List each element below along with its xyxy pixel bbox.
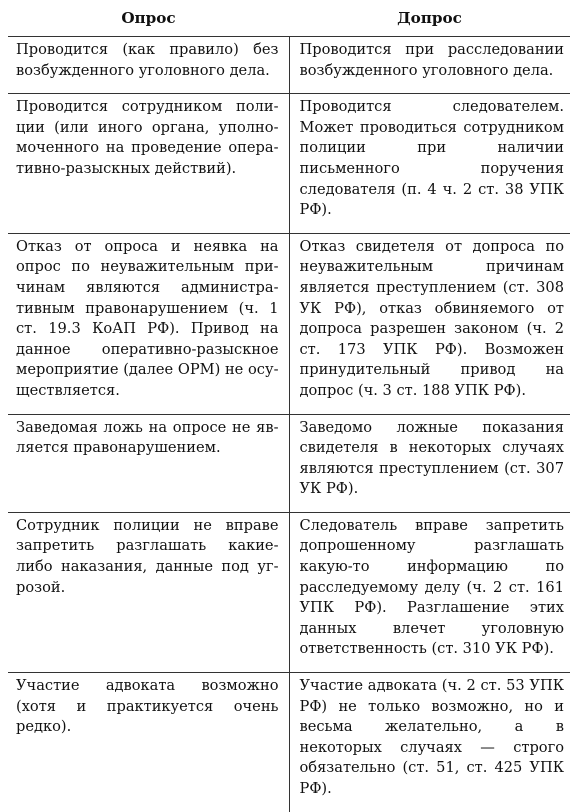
table-row — [8, 37, 570, 94]
table-cell-opros: Проводится сотрудником полиции (или иного органа, уполномоченного на проведение оперативно-разыскных действий). — [8, 94, 289, 234]
table-cell-dopros: Заведомо ложные показания свидетеля в некоторых случаях являются преступлением (ст. 307 УК РФ). — [289, 414, 570, 512]
column-header-dopros: Допрос — [397, 9, 462, 27]
table-row — [8, 233, 570, 414]
comparison-table — [8, 6, 570, 812]
table-row — [8, 512, 570, 672]
table-row — [8, 673, 570, 812]
table-cell-opros: Заведомая ложь на опросе не является правонарушением. — [8, 414, 289, 512]
table-cell-dopros: Участие адвоката (ч. 2 ст. 53 УПК РФ) не только возможно, но и весьма желательно, а в некоторых случаях — строго обязательно (ст. 51, ст. 425 УПК РФ). — [289, 673, 570, 812]
table-cell-dopros: Проводится при расследовании возбужденного уголовного дела. — [289, 37, 570, 94]
table-cell-opros: Сотрудник полиции не вправе запретить разглашать какие-либо наказания, данные под угрозой. — [8, 512, 289, 672]
table-row — [8, 414, 570, 512]
table-cell-dopros: Отказ свидетеля от допроса по неуважительным причинам является преступлением (ст. 308 УК РФ), отказ обвиняемого от допроса разрешен законом (ч. 2 ст. 173 УПК РФ). Возможен принудительный привод на допрос (ч. 3 ст. 188 УПК РФ). — [289, 233, 570, 414]
table-cell-opros: Участие адвоката возможно (хотя и практикуется очень редко). — [8, 673, 289, 812]
table-cell-dopros: Проводится следователем. Может проводиться сотрудником полиции при наличии письменного поручения следователя (п. 4 ч. 2 ст. 38 УПК РФ). — [289, 94, 570, 234]
table-row — [8, 94, 570, 234]
table-header-row — [8, 6, 570, 37]
table-cell-opros: Отказ от опроса и неявка на опрос по неуважительным причинам являются административным правонарушением (ч. 1 ст. 19.3 КоАП РФ). Привод на данное оперативно-разыскное мероприятие (далее ОРМ) не осуществляется. — [8, 233, 289, 414]
table-cell-opros: Проводится (как правило) без возбужденного уголовного дела. — [8, 37, 289, 94]
column-header-opros: Опрос — [121, 9, 176, 27]
table-cell-dopros: Следователь вправе запретить допрошенному разглашать какую-то информацию по расследуемому делу (ч. 2 ст. 161 УПК РФ). Разглашение этих данных влечет уголовную ответственность (ст. 310 УК РФ). — [289, 512, 570, 672]
